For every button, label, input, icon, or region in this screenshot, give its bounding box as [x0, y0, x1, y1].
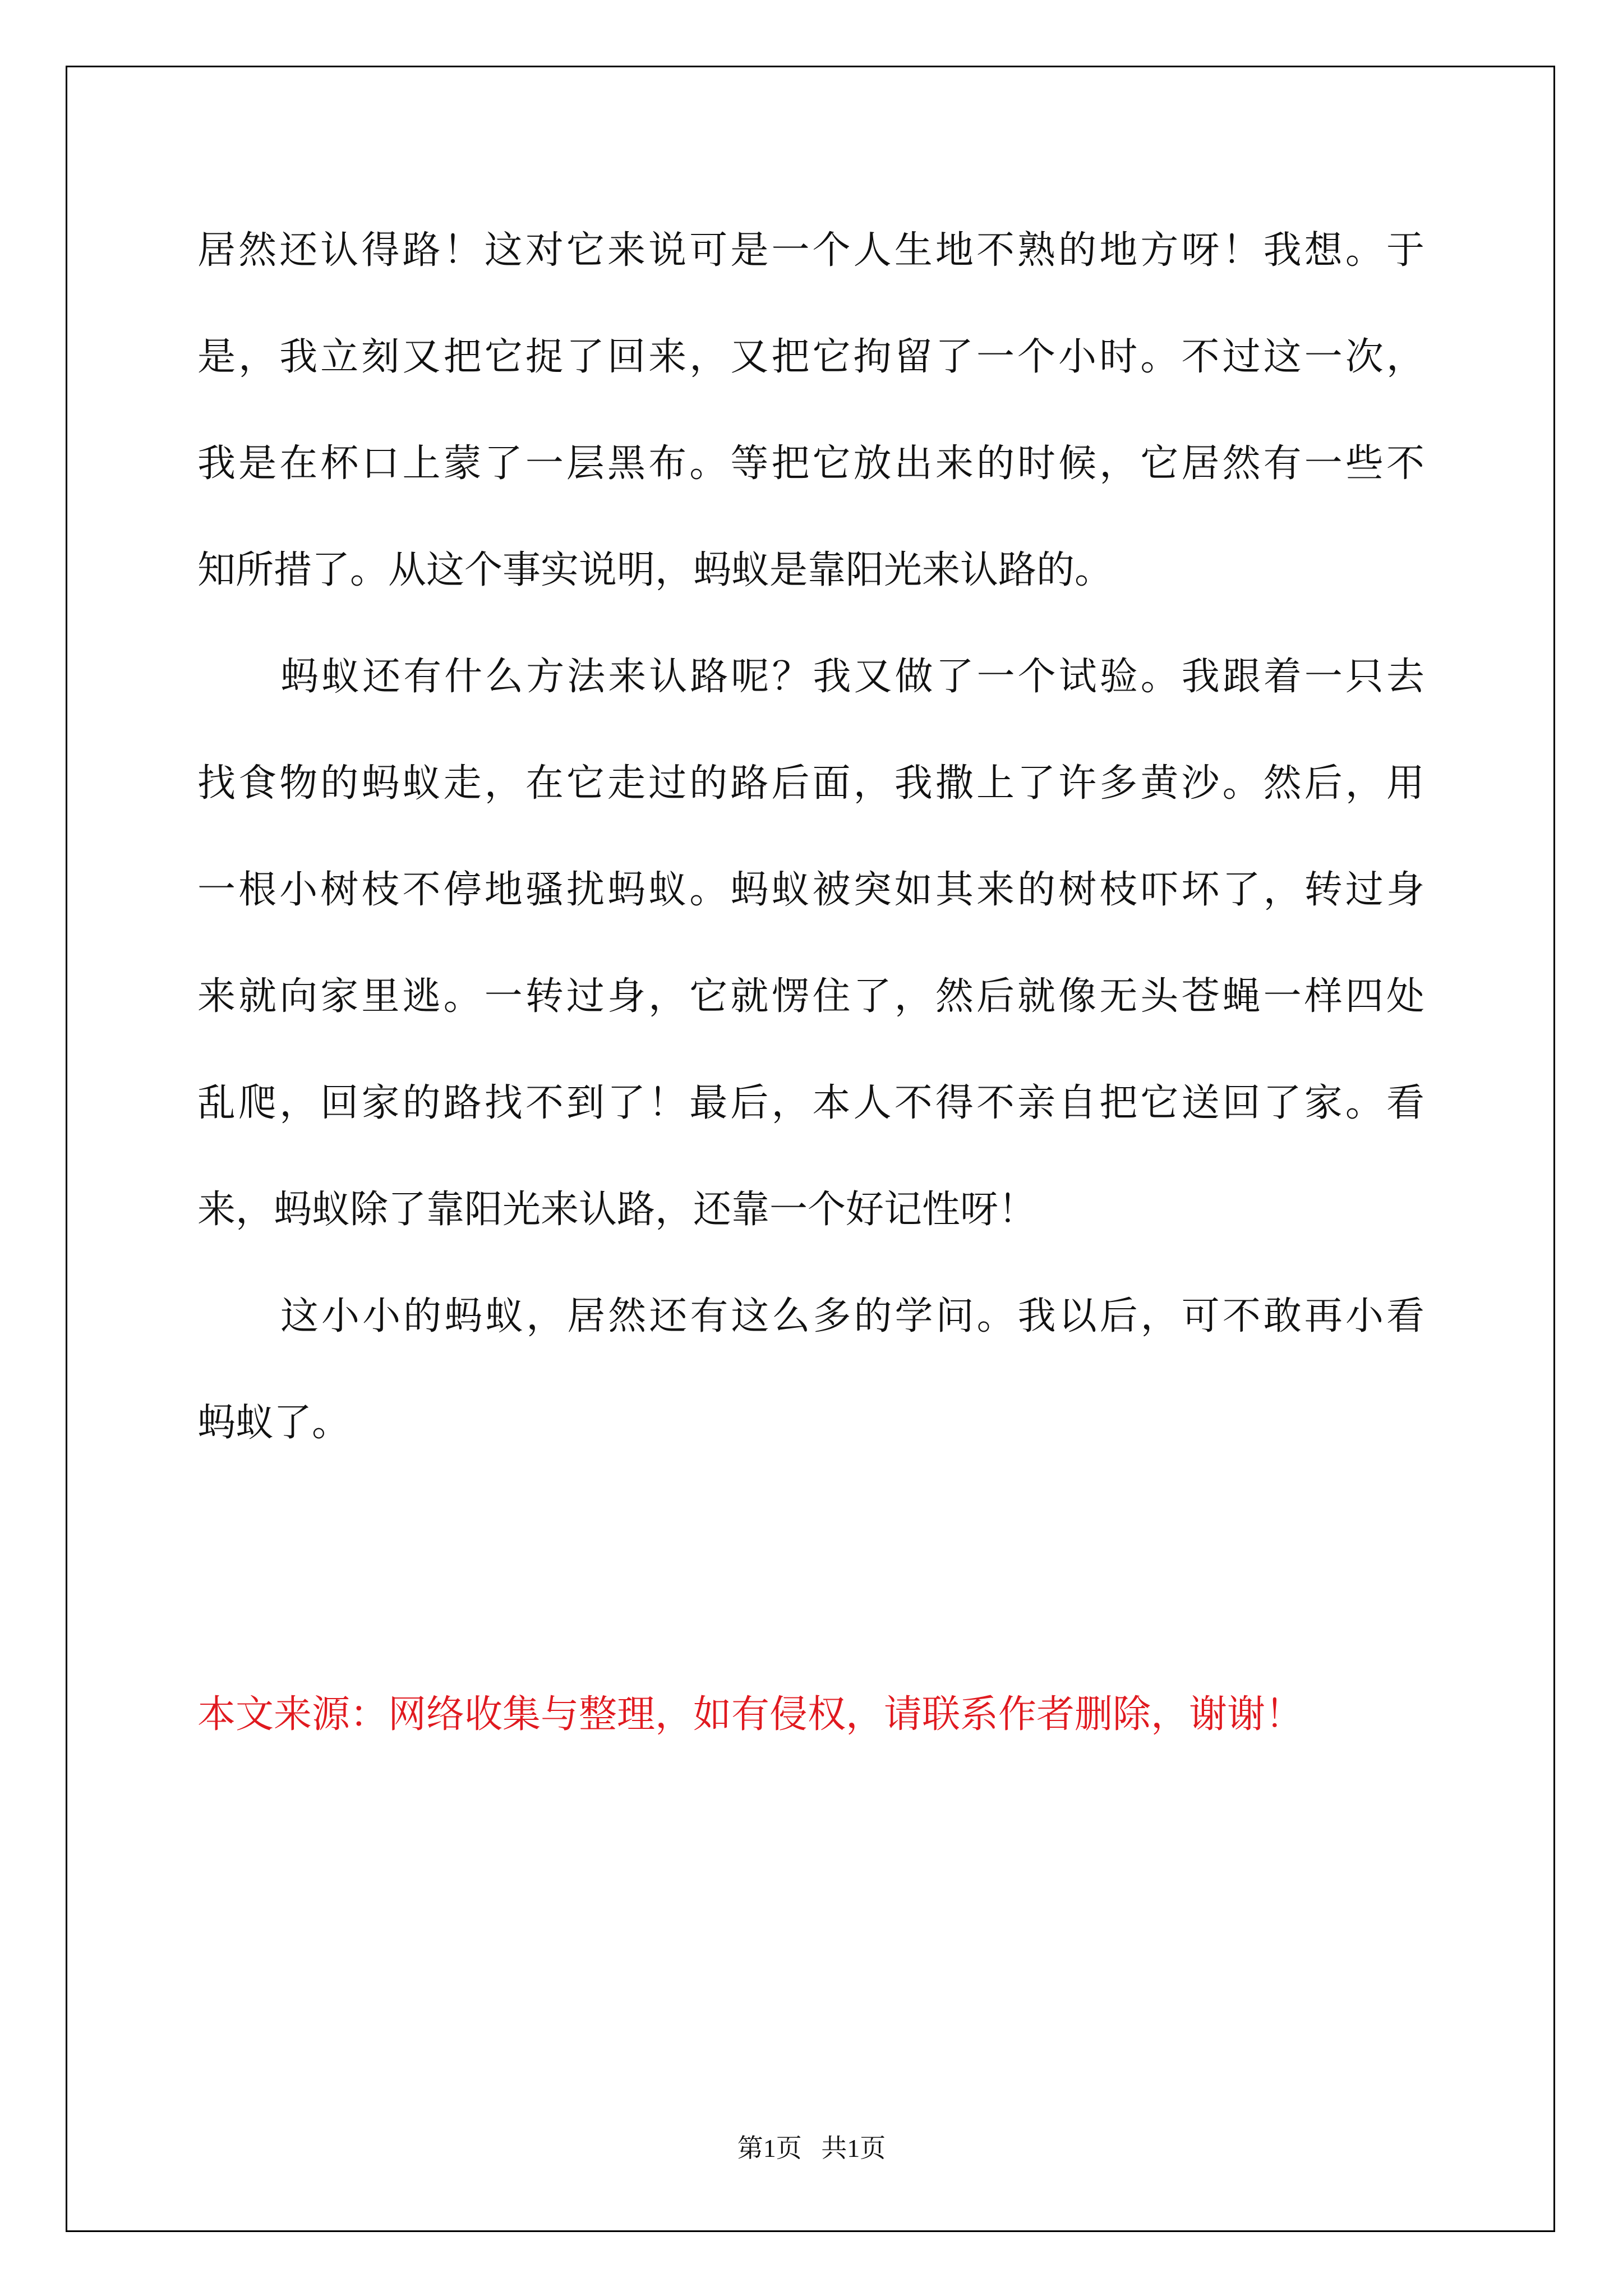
text-line: 蚂蚁了。: [197, 1401, 351, 1445]
text-line: 知所措了。从这个事实说明，蚂蚁是靠阳光来认路的。: [197, 548, 1113, 592]
text-line: 来就向家里逃。一转过身，它就愣住了，然后就像无头苍蝇一样四处: [197, 974, 1424, 1019]
paragraph-first-line: 蚂蚁还有什么方法来认路呢？我又做了一个试验。我跟着一只去: [280, 655, 1424, 699]
paragraph-first-line: 这小小的蚂蚁，居然还有这么多的学问。我以后，可不敢再小看: [280, 1294, 1424, 1338]
page-border: [66, 66, 1555, 2232]
text-line: 我是在杯口上蒙了一层黑布。等把它放出来的时候，它居然有一些不: [197, 441, 1424, 486]
text-line: 一根小树枝不停地骚扰蚂蚁。蚂蚁被突如其来的树枝吓坏了，转过身: [197, 868, 1424, 912]
text-line: 找食物的蚂蚁走，在它走过的路后面，我撒上了许多黄沙。然后，用: [197, 761, 1424, 806]
page-number: 第1页 共1页: [737, 2134, 886, 2162]
text-line: 居然还认得路！这对它来说可是一个人生地不熟的地方呀！我想。于: [197, 228, 1424, 273]
text-line: 是，我立刻又把它捉了回来，又把它拘留了一个小时。不过这一次，: [197, 335, 1424, 379]
text-line: 乱爬，回家的路找不到了！最后，本人不得不亲自把它送回了家。看: [197, 1081, 1424, 1125]
source-disclaimer: 本文来源：网络收集与整理，如有侵权，请联系作者删除，谢谢！: [197, 1692, 1304, 1737]
text-line: 来，蚂蚁除了靠阳光来认路，还靠一个好记性呀！: [197, 1188, 1037, 1232]
